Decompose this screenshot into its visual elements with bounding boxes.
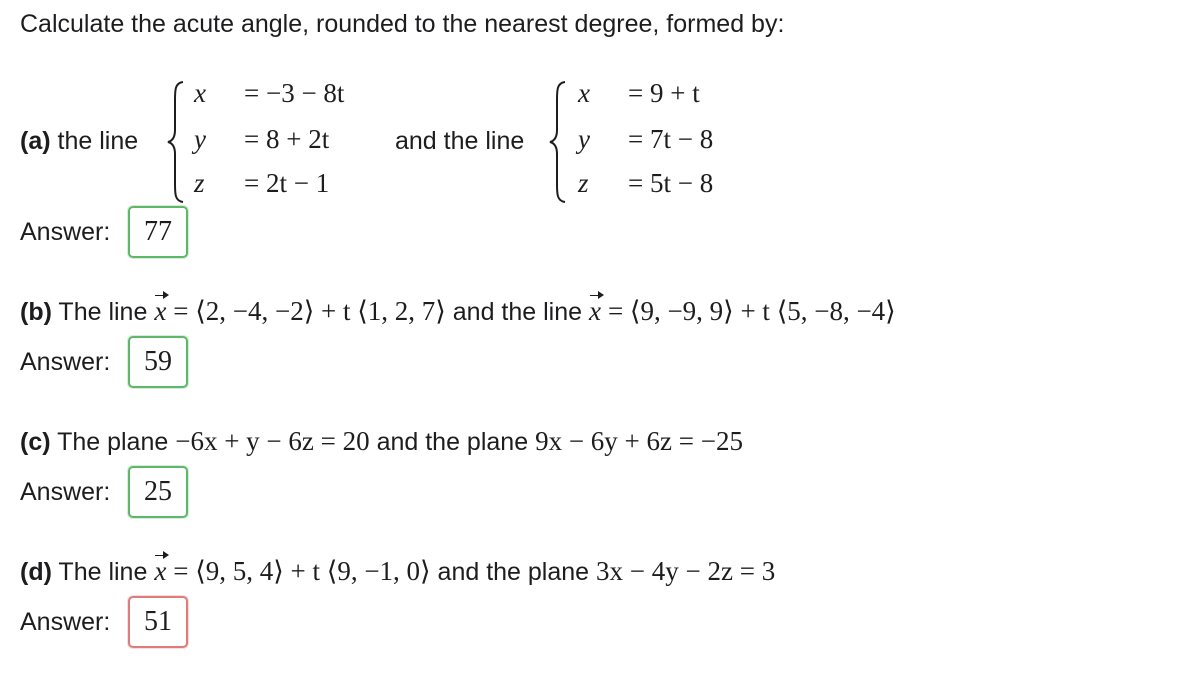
vector-x-icon: x <box>154 556 167 586</box>
part-c-text1: The plane <box>57 428 169 456</box>
line1-var-x: x <box>194 78 206 108</box>
part-c-answer-label: Answer: <box>20 478 111 506</box>
line2-var-z: z <box>578 168 589 198</box>
line2-expr-x: = 9 + t <box>628 78 700 108</box>
part-c-answer-box[interactable]: 25 <box>128 466 188 518</box>
line2-expr-y: = 7t − 8 <box>628 124 714 154</box>
part-c-eq1: −6x + y − 6z = 20 <box>175 426 370 456</box>
part-a-answer-box[interactable]: 77 <box>128 206 188 258</box>
part-d-label: (d) <box>20 558 52 586</box>
part-b-text2: and the line <box>452 298 583 326</box>
part-b-text1: The line <box>58 298 148 326</box>
part-b-prompt <box>20 296 896 327</box>
part-a-label: (a) <box>20 127 51 155</box>
line1-expr-y: = 8 + 2t <box>244 124 330 154</box>
part-a-answer-label: Answer: <box>20 218 111 246</box>
instruction-text: Calculate the acute angle, rounded to the nearest degree, formed by: <box>20 10 785 38</box>
part-d-text1: The line <box>58 558 148 586</box>
part-c-prompt <box>20 426 743 457</box>
part-a-prompt <box>20 127 138 156</box>
line2-var-x: x <box>578 78 590 108</box>
part-c-label: (c) <box>20 428 51 456</box>
part-c-text2: and the plane <box>376 428 529 456</box>
line1-var-z: z <box>194 168 205 198</box>
part-d-answer-label: Answer: <box>20 608 111 636</box>
line1-var-y: y <box>194 124 206 154</box>
part-a-text: the line <box>57 127 139 155</box>
part-b-answer-label: Answer: <box>20 348 111 376</box>
part-d-eq1: = ⟨9, 5, 4⟩ + t ⟨9, −1, 0⟩ <box>173 556 431 586</box>
part-d-prompt <box>20 556 775 587</box>
line2-var-y: y <box>578 124 590 154</box>
right-brace-icon <box>548 80 570 204</box>
line1-expr-x: = −3 − 8t <box>244 78 345 108</box>
line1-expr-z: = 2t − 1 <box>244 168 330 198</box>
part-b-eq1: = ⟨2, −4, −2⟩ + t ⟨1, 2, 7⟩ <box>173 296 446 326</box>
left-brace-icon <box>166 80 188 204</box>
part-c-eq2: 9x − 6y + 6z = −25 <box>535 426 743 456</box>
part-b-label: (b) <box>20 298 52 326</box>
vector-x-icon: x <box>589 296 601 326</box>
vector-x-icon: x <box>154 296 167 326</box>
part-a-and-text: and the line <box>395 127 525 155</box>
part-b-eq2: = ⟨9, −9, 9⟩ + t ⟨5, −8, −4⟩ <box>607 296 896 326</box>
part-b-answer-box[interactable]: 59 <box>128 336 188 388</box>
line2-expr-z: = 5t − 8 <box>628 168 714 198</box>
part-d-text2: and the plane <box>437 558 590 586</box>
part-d-answer-box[interactable]: 51 <box>128 596 188 648</box>
part-d-eq2: 3x − 4y − 2z = 3 <box>596 556 776 586</box>
